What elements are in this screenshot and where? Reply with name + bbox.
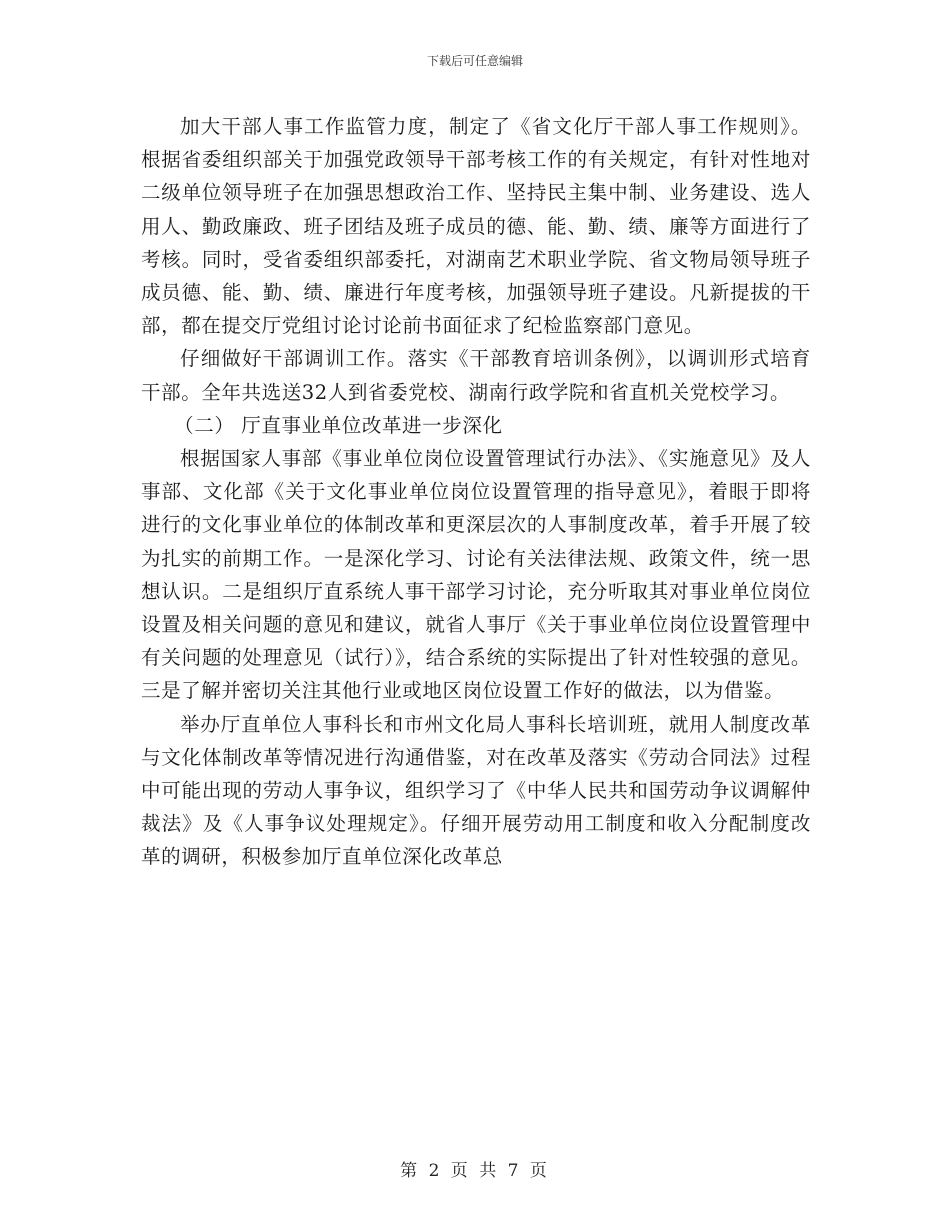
paragraph-cadre-supervision: 加大干部人事工作监管力度，制定了《省文化厅干部人事工作规则》。根据省委组织部关于加强党政领导干部考核工作的有关规定，有针对性地对二级单位领导班子在加强思想政治工作、坚持民主集中制、业务建设、选人用人、勤政廉政、班子团结及班子成员的德、能、勤、绩、廉等方面进行了考核。同时，受省委组织部委托，对湖南艺术职业学院、省文物局领导班子成员德、能、勤、绩、廉进行年度考核，加强领导班子建设。凡新提拔的干部，都在提交厅党组讨论讨论前书面征求了纪检监察部门意见。 (141, 115, 811, 338)
paragraph-cadre-training: 仔细做好干部调训工作。落实《干部教育培训条例》，以调训形式培育干部。全年共选送32人到省委党校、湖南行政学院和省直机关党校学习。 (141, 347, 811, 404)
section-heading: （二） 厅直事业单位改革进一步深化 (174, 413, 503, 437)
paragraph-post-setting: 根据国家人事部《事业单位岗位设置管理试行办法》、《实施意见》及人事部、文化部《关于文化事业单位岗位设置管理的指导意见》，着眼于即将进行的文化事业单位的体制改革和更深层次的人事制度改革，着手开展了较为扎实的前期工作。一是深化学习、讨论有关法律法规、政策文件，统一思想认识。二是组织厅直系统人事干部学习讨论，充分听取其对事业单位岗位设置及相关问题的意见和建议，就省人事厅《关于事业单位岗位设置管理中有关问题的处理意见（试行）》，结合系统的实际提出了针对性较强的意见。三是了解并密切关注其他行业或地区岗位设置工作好的做法，以为借鉴。 (141, 447, 811, 703)
page-footer: 第 2 页 共 7 页 (400, 1161, 550, 1181)
paragraph-training-class: 举办厅直单位人事科长和市州文化局人事科长培训班，就用人制度改革与文化体制改革等情况进行沟通借鉴，对在改革及落实《劳动合同法》过程中可能出现的劳动人事争议，组织学习了《中华人民共和国劳动争议调解仲裁法》及《人事争议处理规定》。仔细开展劳动用工制度和收入分配制度改革的调研，积极参加厅直单位深化改革总 (141, 712, 811, 869)
page-header: 下载后可任意编辑 (426, 54, 523, 68)
document-body (141, 110, 811, 874)
